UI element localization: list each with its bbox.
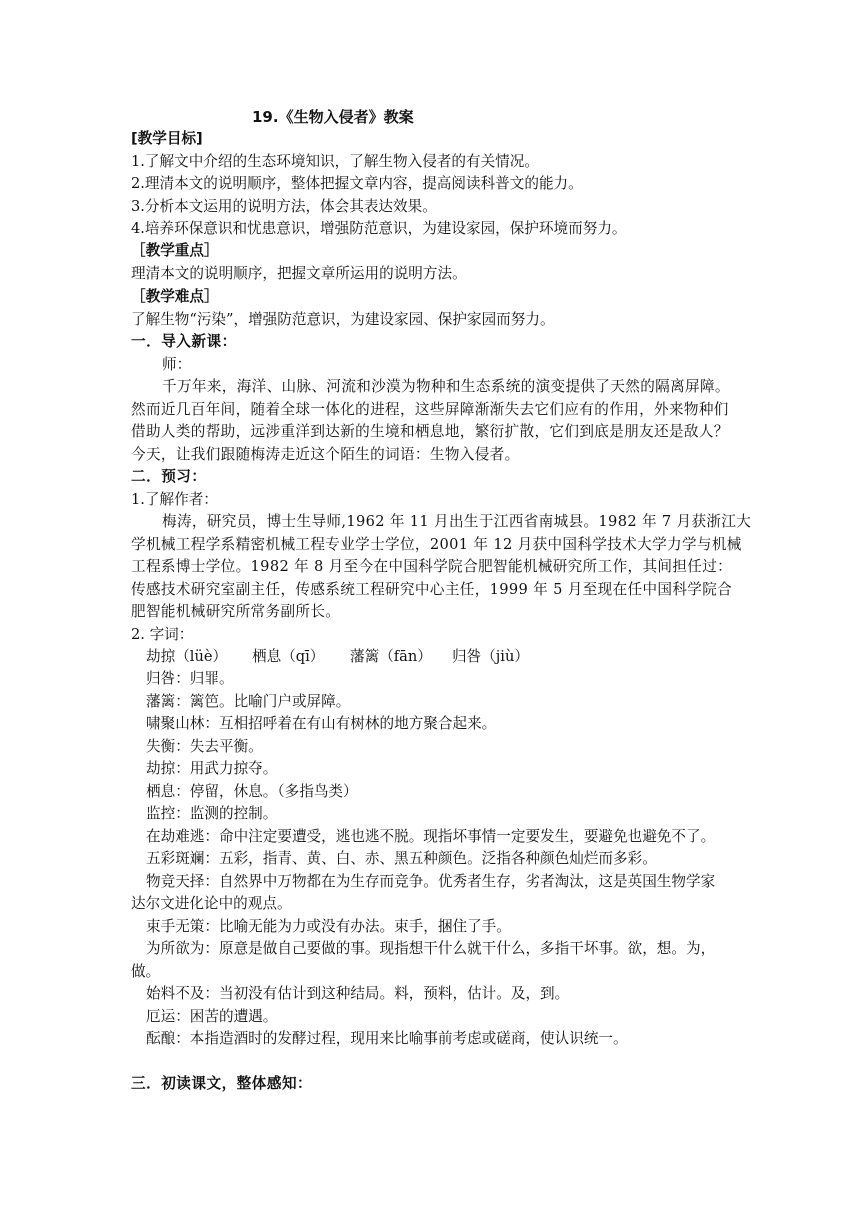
page-title: 19.《生物入侵者》教案	[252, 108, 414, 126]
author-heading: 1.了解作者：	[131, 491, 218, 508]
teacher-label: 师：	[162, 356, 192, 373]
definition-line: 五彩斑斓：五彩，指青、黄、白、赤、黑五种颜色。泛指各种颜色灿烂而多彩。	[146, 850, 657, 867]
definition-line: 栖息：停留，休息。（多指鸟类）	[146, 783, 358, 800]
difficulties-text: 了解生物“污染”，增强防范意识，为建设家园、保护家园而努力。	[131, 311, 555, 328]
author-line: 肥智能机械研究所常务副所长。	[131, 603, 341, 620]
definition-line: 束手无策：比喻无能为力或没有办法。束手，捆住了手。	[146, 918, 511, 935]
section-heading: 一．导入新课：	[131, 333, 237, 350]
author-line: 工程系博士学位。1982 年 8 月至今在中国科学院合肥智能机械研究所工作，其间担任过：	[131, 558, 733, 575]
definition-line: 物竞天择：自然界中万物都在为生存而竞争。优秀者生存，劣者淘汰，这是英国生物学家	[146, 873, 716, 890]
words-heading: 2. 字词：	[131, 626, 194, 643]
section-heading: 三．初读课文，整体感知：	[131, 1075, 313, 1092]
definition-line: 监控：监测的控制。	[146, 805, 278, 822]
key-points-heading: ［教学重点］	[131, 242, 219, 259]
vocab-word: 栖息（qī）	[252, 648, 325, 665]
intro-line: 千万年来，海洋、山脉、河流和沙漠为物种和生态系统的演变提供了天然的隔离屏障。	[162, 378, 730, 395]
intro-line: 借助人类的帮助，远涉重洋到达新的生境和栖息地，繁衍扩散，它们到底是朋友还是敌人？	[131, 423, 729, 440]
author-line: 梅涛，研究员，博士生导师,1962 年 11 月出生于江西省南城县。1982 年 7 月获浙江大	[162, 513, 752, 530]
intro-line: 今天，让我们跟随梅涛走近这个陌生的词语：生物入侵者。	[131, 446, 520, 463]
definition-line: 劫掠：用武力掠夺。	[146, 760, 278, 777]
vocab-word: 藩篱（fān）	[350, 648, 432, 665]
goals-heading: [教学目标]	[131, 130, 203, 147]
difficulties-heading: ［教学难点］	[131, 288, 219, 305]
vocab-word: 归咎（jiù）	[452, 648, 529, 665]
key-points-text: 理清本文的说明顺序，把握文章所运用的说明方法。	[131, 265, 467, 282]
section-heading: 二．预习：	[131, 468, 207, 485]
vocab-word: 劫掠（lüè）	[146, 648, 228, 665]
definition-line: 失衡：失去平衡。	[146, 738, 263, 755]
definition-line: 厄运：困苦的遭遇。	[146, 1008, 278, 1025]
definition-line: 啸聚山林：互相招呼着在有山有树林的地方聚合起来。	[146, 715, 497, 732]
goal-item: 3.分析本文运用的说明方法，体会其表达效果。	[131, 198, 437, 215]
goal-item: 2.理清本文的说明顺序，整体把握文章内容，提高阅读科普文的能力。	[131, 175, 583, 192]
intro-line: 然而近几百年间，随着全球一体化的进程，这些屏障渐渐失去它们应有的作用，外来物种们	[131, 401, 729, 418]
definition-line: 为所欲为：原意是做自己要做的事。现指想干什么就干什么，多指干坏事。欲，想。为，	[146, 940, 716, 957]
author-line: 学机械工程学系精密机械工程专业学士学位，2001 年 12 月获中国科学技术大学力学与机械	[131, 536, 742, 553]
definition-line: 在劫难逃：命中注定要遭受，逃也逃不脱。现指坏事情一定要发生，要避免也避免不了。	[146, 828, 716, 845]
goal-item: 1.了解文中介绍的生态环境知识，了解生物入侵者的有关情况。	[131, 153, 539, 170]
goal-item: 4.培养环保意识和忧患意识，增强防范意识，为建设家园，保护环境而努力。	[131, 220, 627, 237]
definition-line: 酝酿：本指造酒时的发酵过程，现用来比喻事前考虑或磋商，使认识统一。	[146, 1030, 628, 1047]
author-line: 传感技术研究室副主任，传感系统工程研究中心主任，1999 年 5 月至现在任中国科学院合	[131, 581, 733, 598]
definition-line: 始料不及：当初没有估计到这种结局。料，预料，估计。及，到。	[146, 985, 570, 1002]
definition-line: 做。	[131, 963, 161, 980]
definition-line: 达尔文进化论中的观点。	[131, 895, 292, 912]
definition-line: 藩篱：篱笆。比喻门户或屏障。	[146, 693, 351, 710]
vocab-row	[146, 646, 529, 668]
definition-line: 归咎：归罪。	[146, 670, 234, 687]
